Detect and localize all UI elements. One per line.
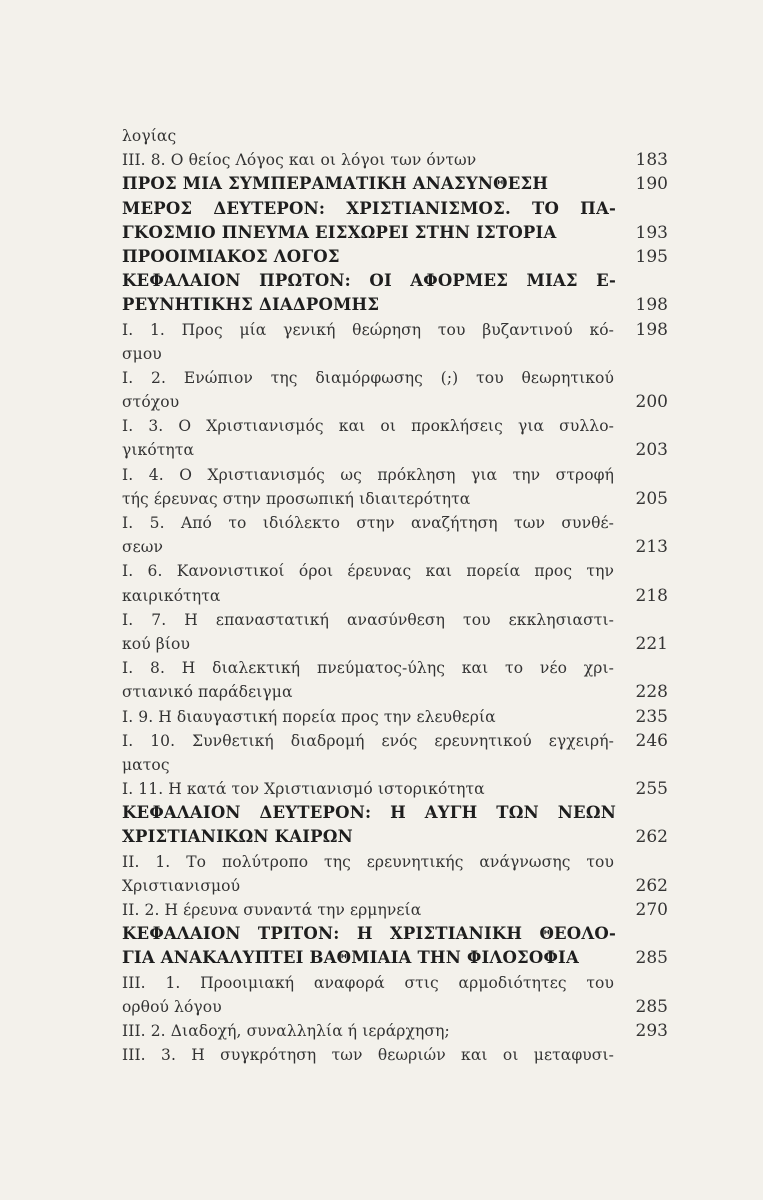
toc-line-text: ΜΕΡΟΣ ΔΕΥΤΕΡΟΝ: ΧΡΙΣΤΙΑΝΙΣΜΟΣ. ΤΟ ΠΑ- bbox=[122, 198, 616, 218]
toc-entry-line bbox=[122, 874, 668, 898]
toc-line-text: Ι. 3. Ο Χριστιανισμός και οι προκλήσεις για συλλο- bbox=[122, 417, 614, 436]
toc-page-number: 255 bbox=[635, 779, 668, 800]
toc-heading-line bbox=[122, 825, 668, 849]
toc-page-number: 246 bbox=[635, 730, 668, 751]
toc-line-text: καιρικότητα bbox=[122, 586, 221, 605]
toc-heading-line bbox=[122, 221, 668, 245]
toc-page-number: 183 bbox=[635, 150, 668, 171]
toc-entry-line bbox=[122, 632, 668, 656]
toc-entry-line bbox=[122, 559, 668, 583]
toc-line-text: στόχου bbox=[122, 393, 180, 412]
toc-entry-line bbox=[122, 777, 668, 801]
toc-page-number: 213 bbox=[635, 537, 668, 558]
toc-line-text: ΓΙΑ ΑΝΑΚΑΛΥΠΤΕΙ ΒΑΘΜΙΑΙΑ ΤΗΝ ΦΙΛΟΣΟΦΙΑ bbox=[122, 948, 579, 968]
table-of-contents bbox=[122, 124, 668, 1067]
toc-page-number: 262 bbox=[635, 827, 668, 848]
toc-page-number: 285 bbox=[635, 996, 668, 1017]
toc-page-number: 190 bbox=[635, 174, 668, 195]
toc-entry-line bbox=[122, 680, 668, 704]
toc-line-text: Ι. 6. Κανονιστικοί όροι έρευνας και πορεία προς την bbox=[122, 562, 614, 581]
toc-entry-line bbox=[122, 342, 668, 366]
toc-line-text: ΙΙ. 2. Η έρευνα συναντά την ερμηνεία bbox=[122, 901, 422, 919]
toc-line-text: Ι. 11. Η κατά τον Χριστιανισμό ιστορικότητα bbox=[122, 780, 485, 799]
toc-entry-line bbox=[122, 753, 668, 777]
toc-entry-line bbox=[122, 463, 668, 487]
toc-entry-line bbox=[122, 511, 668, 535]
toc-entry-line bbox=[122, 729, 668, 753]
toc-line-text: Ι. 9. Η διαυγαστική πορεία προς την ελευθερία bbox=[122, 707, 496, 726]
toc-entry-line bbox=[122, 995, 668, 1019]
toc-line-text: λογίας bbox=[122, 127, 177, 145]
toc-line-text: ΡΕΥΝΗΤΙΚΗΣ ΔΙΑΔΡΟΜΗΣ bbox=[122, 295, 380, 315]
toc-page-number: 262 bbox=[635, 875, 668, 896]
toc-line-text: κού βίου bbox=[122, 634, 190, 653]
toc-page-number: 195 bbox=[635, 246, 668, 267]
toc-heading-line bbox=[122, 197, 668, 221]
toc-line-text: σεων bbox=[122, 538, 164, 557]
toc-heading-line bbox=[122, 269, 668, 293]
toc-page-number: 270 bbox=[635, 900, 668, 920]
toc-line-text: Χριστιανισμού bbox=[122, 876, 241, 895]
toc-line-text: Ι. 7. Η επαναστατική ανασύνθεση του εκκλησιαστι- bbox=[122, 610, 614, 629]
toc-line-text: ΙΙ. 1. Το πολύτροπο της ερευνητικής ανάγνωσης του bbox=[122, 852, 614, 871]
toc-page-number: 203 bbox=[635, 440, 668, 461]
toc-heading-line bbox=[122, 946, 668, 970]
toc-heading-line bbox=[122, 801, 668, 825]
toc-page-number: 218 bbox=[635, 585, 668, 606]
toc-line-text: γικότητα bbox=[122, 441, 195, 460]
toc-line-text: ΙΙΙ. 1. Προοιμιακή αναφορά στις αρμοδιότητες του bbox=[122, 973, 614, 992]
toc-entry-line bbox=[122, 414, 668, 438]
toc-line-text: Ι. 1. Προς μία γενική θεώρηση του βυζαντινού κό- bbox=[122, 320, 614, 339]
toc-entry-line bbox=[122, 124, 668, 148]
toc-page-number: 205 bbox=[635, 488, 668, 509]
toc-heading-line bbox=[122, 172, 668, 196]
toc-line-text: Ι. 5. Από το ιδιόλεκτο στην αναζήτηση των συνθέ- bbox=[122, 514, 614, 532]
toc-line-text: ΧΡΙΣΤΙΑΝΙΚΩΝ ΚΑΙΡΩΝ bbox=[122, 827, 353, 847]
toc-entry-line bbox=[122, 584, 668, 608]
toc-line-text: ΙΙΙ. 3. Η συγκρότηση των θεωριών και οι μεταφυσι- bbox=[122, 1046, 614, 1065]
toc-line-text: ΚΕΦΑΛΑΙΟΝ ΤΡΙΤΟΝ: Η ΧΡΙΣΤΙΑΝΙΚΗ ΘΕΟΛΟ- bbox=[122, 924, 616, 944]
toc-heading-line bbox=[122, 293, 668, 317]
toc-entry-line bbox=[122, 390, 668, 414]
toc-entry-line bbox=[122, 705, 668, 729]
toc-entry-line bbox=[122, 318, 668, 342]
toc-line-text: στιανικό παράδειγμα bbox=[122, 683, 293, 702]
toc-page-number: 228 bbox=[635, 682, 668, 703]
toc-entry-line bbox=[122, 1043, 668, 1067]
toc-entry-line bbox=[122, 438, 668, 462]
toc-page-number: 193 bbox=[635, 222, 668, 243]
toc-line-text: ΠΡΟΣ ΜΙΑ ΣΥΜΠΕΡΑΜΑΤΙΚΗ ΑΝΑΣΥΝΘΕΣΗ bbox=[122, 174, 549, 194]
toc-entry-line bbox=[122, 148, 668, 172]
toc-line-text: Ι. 4. Ο Χριστιανισμός ως πρόκληση για την στροφή bbox=[122, 465, 614, 484]
toc-line-text: ΓΚΟΣΜΙΟ ΠΝΕΥΜΑ ΕΙΣΧΩΡΕΙ ΣΤΗΝ ΙΣΤΟΡΙΑ bbox=[122, 222, 557, 242]
toc-line-text: Ι. 8. Η διαλεκτική πνεύματος-ύλης και το νέο χρι- bbox=[122, 659, 614, 678]
toc-entry-line bbox=[122, 535, 668, 559]
toc-line-text: σμου bbox=[122, 344, 162, 363]
toc-entry-line bbox=[122, 898, 668, 922]
toc-line-text: ορθού λόγου bbox=[122, 997, 222, 1016]
toc-page-number: 200 bbox=[635, 392, 668, 413]
toc-line-text: Ι. 10. Συνθετική διαδρομή ενός ερευνητικού εγχειρή- bbox=[122, 731, 614, 750]
toc-page-number: 198 bbox=[635, 295, 668, 316]
toc-entry-line bbox=[122, 366, 668, 390]
toc-page-number: 221 bbox=[635, 633, 668, 654]
toc-page-number: 235 bbox=[635, 706, 668, 727]
toc-line-text: Ι. 2. Ενώπιον της διαμόρφωσης (;) του θεωρητικού bbox=[122, 368, 614, 387]
toc-line-text: ΙΙΙ. 2. Διαδοχή, συναλληλία ή ιεράρχηση; bbox=[122, 1021, 450, 1040]
toc-line-text: ματος bbox=[122, 755, 170, 774]
toc-line-text: τής έρευνας στην προσωπική ιδιαιτερότητα bbox=[122, 489, 471, 508]
toc-entry-line bbox=[122, 1019, 668, 1043]
toc-page-number: 293 bbox=[635, 1020, 668, 1041]
toc-heading-line bbox=[122, 245, 668, 269]
toc-line-text: ΙΙΙ. 8. Ο θείος Λόγος και οι λόγοι των όντων bbox=[122, 151, 477, 170]
toc-page-number: 198 bbox=[635, 319, 668, 340]
toc-line-text: ΚΕΦΑΛΑΙΟΝ ΔΕΥΤΕΡΟΝ: Η ΑΥΓΗ ΤΩΝ ΝΕΩΝ bbox=[122, 803, 616, 823]
toc-entry-line bbox=[122, 971, 668, 995]
toc-entry-line bbox=[122, 656, 668, 680]
toc-page-number: 285 bbox=[635, 948, 668, 969]
toc-entry-line bbox=[122, 608, 668, 632]
toc-entry-line bbox=[122, 487, 668, 511]
toc-line-text: ΠΡΟΟΙΜΙΑΚΟΣ ΛΟΓΟΣ bbox=[122, 246, 340, 266]
toc-line-text: ΚΕΦΑΛΑΙΟΝ ΠΡΩΤΟΝ: ΟΙ ΑΦΟΡΜΕΣ ΜΙΑΣ Ε- bbox=[122, 271, 616, 291]
toc-heading-line bbox=[122, 922, 668, 946]
toc-entry-line bbox=[122, 850, 668, 874]
